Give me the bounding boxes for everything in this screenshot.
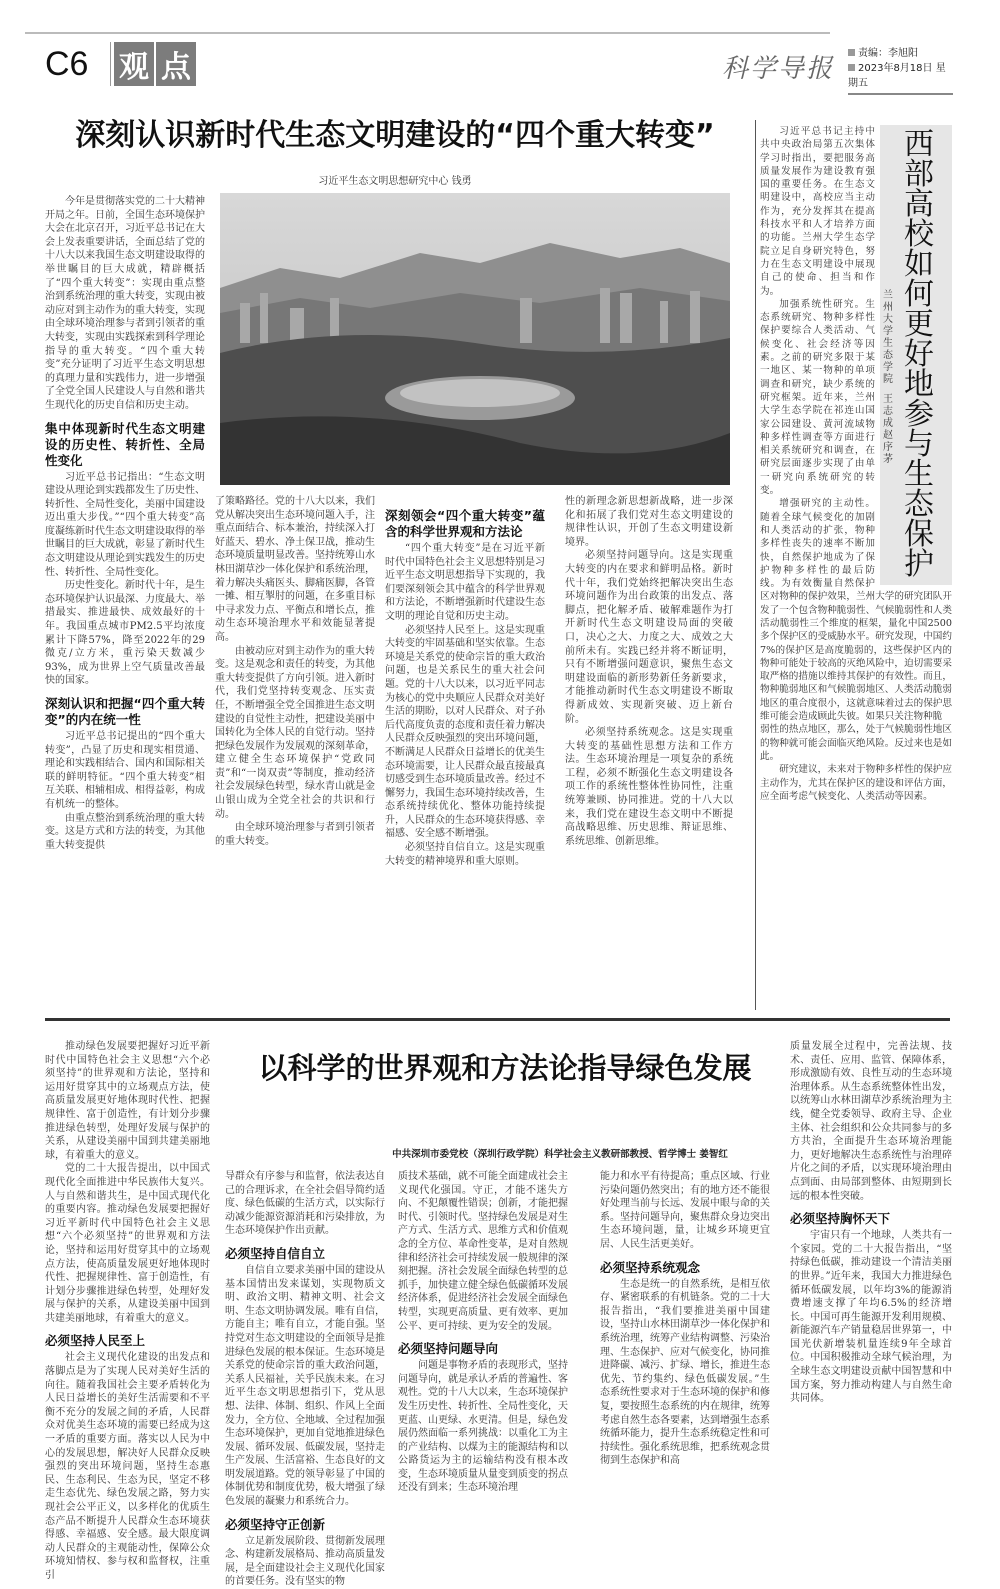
date: 2023年8月18日 星期五 bbox=[848, 61, 953, 91]
article2-col1 bbox=[45, 1040, 210, 1583]
paragraph: 质技术基础，就不可能全面建成社会主义现代化强国。守正，才能不迷失方向、不犯颠覆性错误；创新，才能把握时代、引领时代。坚持绿色发展是对生产方式、生活方式、思维方式和价值观念的全方位、革命性变革，是对自然规律和经济社会可持续发展一般规律的深刻把握。济社会发展全面绿色转型的总抓手，加快建立健全绿色低碳循环发展经济体系，促进经济社会发展全面绿色转型，实现更高质量、更有效率、更加公平、更可持续、更为安全的发展。 bbox=[398, 1171, 568, 1332]
paragraph: 必须坚持人民至上。这是实现重大转变的牢固基础和坚实依靠。生态环境是关系党的使命宗旨的重大政治问题，也是关系民生的重大社会问题。党的十八大以来，以习近平同志为核心的党中央顺应人民群众对美好生活的期盼，以对人民群众、对子孙后代高度负责的态度和责任着力解决人民群众反映强烈的突出环境问题，不断满足人民群众日益增长的优美生态环境需要，让人民群众最直接最真切感受到生态环境质量改善。经过不懈努力，我国生态环境持续改善，生态系统持续优化、整体功能持续提升，人民群众的生态环境获得感、幸福感、安全感不断增强。 bbox=[385, 624, 545, 840]
paragraph: 问题是事物矛盾的表现形式，坚持问题导向，就是承认矛盾的普遍性、客观性。党的十八大以来，生态环境保护发生历史性、转折性、全局性变化，天更蓝、山更绿、水更清。但是，绿色发展仍然面临一系列挑战：以重化工为主的产业结构、以煤为主的能源结构和以公路货运为主的运输结构没有根本改变，生态环境质量从量变到质变的拐点还没有到来；生态环境治理 bbox=[398, 1360, 568, 1494]
sidebar-authors: 王志成 赵序茅 bbox=[883, 394, 893, 465]
paragraph: 质量发展全过程中，完善法规、技术、责任、应用、监管、保障体系，形成激励有效、良性互动的生态环境治理体系。从生态系统整体性出发，以统筹山水林田湖草沙系统治理为主线，健全党委领导、政府主导、企业主体、社会组织和公众共同参与的多方共治，全面提升生态环境治理能力，更好地解决生态系统性与治理碎片化之间的矛盾，以实现环境治理由点到面、由局部到整体、由短期到长远的根本性突破。 bbox=[790, 1041, 952, 1202]
article1-title: 深刻认识新时代生态文明建设的“四个重大转变” bbox=[75, 118, 715, 153]
section-heading: 必须坚持胸怀天下 bbox=[790, 1211, 891, 1227]
paragraph: 习近平总书记指出：“生态文明建设从理论到实践都发生了历史性、转折性、全局性变化，美丽中国建设迈出重大步伐。”“四个重大转变”高度凝练新时代生态文明建设取得的举世瞩目的巨大成就，彰显了新时代生态文明建设从理论到实践发生的历史性、转折性、全局性变化。 bbox=[45, 471, 205, 578]
section-heading: 深刻认识和把握“四个重大转变”的内在统一性 bbox=[45, 696, 205, 727]
paragraph: 弱性的热点地区，那么，处于气候脆弱性地区的物种就可能会面临灭绝风险。反过来也是如此。 bbox=[760, 724, 952, 762]
paragraph: 习近平总书记主持中共中央政治局第五次集体学习时指出，要把服务高质量发展作为建设教育强国的重要任务。在生态文明建设中，高校应当主动作为，充分发挥其在提高科技水平和人才培养方面的功能。兰州大学生态学院立足自身研究特色，努力在生态文明建设中展现自己的使命、担当和作为。 bbox=[760, 126, 875, 297]
section-heading: 必须坚持人民至上 bbox=[45, 1333, 146, 1349]
sidebar-author bbox=[882, 290, 894, 466]
paragraph: 必须坚持问题导向。这是实现重大转变的内在要求和鲜明品格。新时代十年，我们党始终把解决突出生态环境问题作为出台政策的出发点、落脚点，把化解矛盾、破解难题作为打开新时代生态文明建设局面的突破口，决心之大、力度之大、成效之大前所未有。实践已经并将不断证明，只有不断增强问题意识，聚焦生态文明建设面临的新形势新任务新要求，才能推动新时代生态文明建设不断取得新成效、实现新突破、迈上新台阶。 bbox=[565, 550, 733, 725]
section-char: 点 bbox=[156, 42, 196, 86]
paragraph: 加强系统性研究。生态系统研究、物种多样性保护要综合人类活动、气候变化、社会经济等因素。之前的研究多限于某一地区、某一物种的单项调查和研究，缺少系统的研究框架。近年来，兰州大学生态学院在祁连山国家公园建设、黄河流域物种多样性调查等方面进行相关系统研究和调查，在研究层面逐步实现了由单一研究向系统研究的转变。 bbox=[760, 298, 875, 497]
paragraph: “四个重大转变”是在习近平新时代中国特色社会主义思想特别是习近平生态文明思想指导下实现的，我们要深刻领会其中蕴含的科学世界观和方法论，不断增强新时代建设生态文明的理论自觉和历史主动。 bbox=[385, 543, 545, 622]
paragraph: 生态是统一的自然系统，是相互依存、紧密联系的有机链条。党的二十大报告指出，“我们要推进美丽中国建设，坚持山水林田湖草沙一体化保护和系统治理，统筹产业结构调整、污染治理、生态保护、应对气候变化，协同推进降碳、减污、扩绿、增长，推进生态优先、节约集约、绿色低碳发展。”生态系统性要求对于生态环境的保护和修复，要按照生态系统的内在规律，统筹考虑自然生态各要素，达到增强生态系统循环能力，提升生态系统稳定性和可持续性。强化系统思维，把系统观念贯彻到生态保护和高 bbox=[600, 1278, 770, 1467]
paragraph: 党的二十大报告提出，以中国式现代化全面推进中华民族伟大复兴。人与自然和谐共生，是中国式现代化的重要内容。推动绿色发展要把握好习近平新时代中国特色社会主义思想“六个必须坚持”的世界观和方法论，坚持和运用好贯穿其中的立场观点方法，使高质量发展更好地体现时代性、把握规律性、富于创造性，有计划分步骤推进绿色转型，处理好发展与保护的关系，从建设美丽中国到共建美丽地球，有着重大的意义。 bbox=[45, 1163, 210, 1324]
paragraph: 由被动应对到主动作为的重大转变。这是观念和责任的转变，为其他重大转变提供了方向引领。进入新时代，我们党坚持转变观念、压实责任，不断增强全党全国推进生态文明建设的自觉性主动性，把建设美丽中国转化为全体人民的自觉行动。坚持把绿色发展作为发展观的深刻革命，建立健全生态环境保护“党政同责”和“一岗双责”等制度，推动经济社会发展绿色转型，绿水青山就是金山银山成为全党全社会的共识和行动。 bbox=[215, 645, 375, 820]
paragraph: 宇宙只有一个地球，人类共有一个家园。党的二十大报告指出，“坚持绿色低碳，推动建设一个清洁美丽的世界。”近年来，我国大力推进绿色循环低碳发展，以年均3%的能源消费增速支撑了年均6.5%的经济增长。中国可再生能源开发利用规模、新能源汽车产销量稳居世界第一，中国光伏新增装机量连续9年全球首位。中国积极推动全球气候治理，为全球生态文明建设贡献中国智慧和中国方案，努力推动构建人与自然生命共同体。 bbox=[790, 1230, 952, 1405]
paragraph: 立足新发展阶段、贯彻新发展理念、构建新发展格局、推动高质量发展，是全面建设社会主义现代化国家的首要任务。没有坚实的物 bbox=[225, 1535, 385, 1588]
section-char: 观 bbox=[114, 42, 154, 86]
sidebar bbox=[760, 125, 952, 803]
paragraph: 自信自立要求美丽中国的建设从基本国情出发来谋划，实现物质文明、政治文明、精神文明、社会文明、生态文明协调发展。唯有自信，方能自主；唯有自立，才能自强。坚持党对生态文明建设的全面领导是推进绿色发展的根本保证。生态环境是关系党的使命宗旨的重大政治问题，关系人民福祉，关乎民族未来。在习近平生态文明思想指引下，党从思想、法律、体制、组织、作风上全面发力，全方位、全地域、全过程加强生态环境保护，更加自觉地推进绿色发展、循环发展、低碳发展，坚持走生产发展、生活富裕、生态良好的文明发展道路。党的领导彰显了中国的体制优势和制度优势，极大增强了绿色发展的凝聚力和系统合力。 bbox=[225, 1264, 385, 1508]
article2-col3 bbox=[398, 1170, 568, 1495]
paragraph: 导群众有序参与和监督，依法表达自己的合理诉求，在全社会倡导简约适度、绿色低碳的生活方式，以实际行动减少能源资源消耗和污染排放，为生态环境保护作出贡献。 bbox=[225, 1171, 385, 1237]
section-heading: 深刻领会“四个重大转变”蕴含的科学世界观和方法论 bbox=[385, 508, 545, 539]
article1-col1 bbox=[45, 195, 205, 852]
article2-col5 bbox=[790, 1040, 952, 1406]
newspaper-logo: 科学导报 bbox=[722, 54, 835, 84]
sidebar-text-wide bbox=[760, 723, 952, 803]
paragraph: 推动绿色发展要把握好习近平新时代中国特色社会主义思想“六个必须坚持”的世界观和方法论，坚持和运用好贯穿其中的立场观点方法，使高质量发展更好地体现时代性、把握规律性、富于创造性，有计划分步骤推进绿色转型，处理好发展与保护的关系，从建设美丽中国到共建美丽地球，有着重大的意义。 bbox=[45, 1041, 210, 1161]
sidebar-title: 西部高校如何更好地参与生态保护 bbox=[904, 127, 934, 582]
paragraph: 必须坚持自信自立。这是实现重大转变的精神境界和重大原则。 bbox=[385, 842, 545, 867]
article1-col2 bbox=[215, 495, 375, 848]
paragraph: 必须坚持系统观念。这是实现重大转变的基础性思想方法和工作方法。生态环境治理是一项复杂的系统工程，必须不断强化生态文明建设各项工作的系统性整体性协同性，注重统筹兼顾、协同推进。党的十八大以来，我们党在建设生态文明中不断提高战略思维、历史思维、辩证思维、系统思维、创新思维。 bbox=[565, 727, 733, 847]
city-landscape-photo bbox=[220, 193, 730, 485]
sidebar-divider bbox=[755, 120, 756, 1010]
paragraph: 研究建议，未来对于物种多样性的保护应主动作为，尤其在保护区的建设和评估方面，应全面考虑气候变化、人类活动等因素。 bbox=[760, 764, 952, 802]
page-number: C6 bbox=[45, 45, 89, 83]
article2-col4 bbox=[600, 1170, 770, 1468]
paragraph: 社会主义现代化建设的出发点和落脚点是为了实现人民对美好生活的向往。随着我国社会主要矛盾转化为人民日益增长的美好生活需要和不平衡不充分的发展之间的矛盾，人民群众对优美生态环境的需要已经成为这一矛盾的重要方面。落实以人民为中心的发展思想，解决好人民群众反映强烈的突出环境问题，坚持生态惠民、生态利民、生态为民，坚定不移走生态优先、绿色发展之路，努力实现社会公平正义，以多样化的优质生态产品不断提升人民群众生态环境获得感、幸福感、安全感。最大限度调动人民群众的主观能动性，保障公众环境知情权、参与权和监督权，注重引 bbox=[45, 1352, 210, 1581]
page-meta bbox=[848, 46, 953, 95]
article1-col3 bbox=[385, 500, 545, 868]
section-heading: 必须坚持系统观念 bbox=[600, 1259, 701, 1275]
paragraph: 由重点整治到系统治理的重大转变。这是方式和方法的转变，为其他重大转变提供 bbox=[45, 812, 205, 851]
article2-byline: 中共深圳市委党校（深圳行政学院）科学社会主义教研部教授、哲学博士 姜智红 bbox=[392, 1149, 728, 1160]
article-divider bbox=[45, 1018, 950, 1021]
editor: 责编：李旭阳 bbox=[848, 46, 953, 61]
section-heading: 必须坚持守正创新 bbox=[225, 1516, 326, 1532]
section-heading: 必须坚持自信自立 bbox=[225, 1245, 326, 1261]
sidebar-title-box bbox=[880, 125, 952, 585]
section-label bbox=[110, 42, 196, 86]
article2-title: 以科学的世界观和方法论指导绿色发展 bbox=[258, 1051, 752, 1085]
paragraph: 习近平总书记提出的“四个重大转变”，凸显了历史和现实相贯通、理论和实践相结合、国内和国际相关联的鲜明特征。“四个重大转变”相互关联、相辅相成、相得益彰，构成有机统一的整体。 bbox=[45, 731, 205, 810]
section-heading: 必须坚持问题导向 bbox=[398, 1341, 499, 1357]
article1-col4 bbox=[565, 495, 733, 848]
paragraph: 由全球环境治理参与者到引领者的重大转变。 bbox=[215, 822, 375, 847]
sidebar-affiliation: 兰州大学生态学院 bbox=[883, 290, 893, 385]
paragraph: 今年是贯彻落实党的二十大精神开局之年。日前，全国生态环境保护大会在北京召开，习近平总书记在大会上发表重要讲话，全面总结了党的十八大以来我国生态文明建设取得的举世瞩目的巨大成就，精辟概括了“四个重大转变”：实现由重点整治到系统治理的重大转变，实现由被动应对到主动作为的重大转变，实现由全球环境治理参与者到引领者的重大转变，实现由实践探索到科学理论指导的重大转变。“四个重大转变”充分证明了习近平生态文明思想的真理力量和实践伟力，进一步增强了全党全国人民建设人与自然和谐共生现代化的历史自信和历史主动。 bbox=[45, 196, 205, 411]
section-heading: 集中体现新时代生态文明建设的历史性、转折性、全局性变化 bbox=[45, 420, 205, 468]
paragraph: 增强研究的主动性。随着全球气候变化的加剧和人类活动的扩张，物种多样性丧失的速率不断加快，自然保护地成为了保护物种多样性的最后防线。为有效衡量自然保护区对物种的保护效果，兰州大学的研究团队开发了一个包含物种脆弱性、气候脆弱性和人类活动脆弱性三个维度的框架，量化中国2500多个保护区的受威胁水平。研究发现，中国约7%的保护区是高度脆弱的，这些保护区内的物种可能处于较高的灭绝风险中，迫切需要采取严格的措施以维持其保护的有效性。而且，物种脆弱地区和气候脆弱地区、人类活动脆弱地区的重合度很小，这就意味着过去的保护思维可能会造成顾此失彼。如果只关注物种脆 bbox=[760, 498, 952, 723]
top-rule bbox=[25, 32, 830, 34]
article1-byline: 习近平生态文明思想研究中心 钱勇 bbox=[318, 176, 472, 187]
paragraph: 了策略路径。党的十八大以来，我们党从解决突出生态环境问题入手，注重点面结合、标本兼治，持续深入打好蓝天、碧水、净土保卫战，推动生态环境质量明显改善。坚持统筹山水林田湖草沙一体化保护和系统治理，着力解决头痛医头、脚痛医脚，各管一摊、相互掣肘的问题，在多重目标中寻求发力点、平衡点和增长点，推动生态环境治理水平和效能显著提高。 bbox=[215, 496, 375, 643]
article2-col2 bbox=[225, 1170, 385, 1589]
paragraph: 能力和水平有待提高；重点区域、行业污染问题仍然突出；有的地方还不能很好处理当前与长远、发展中眼与命的关系。坚持问题导向，聚焦群众身边突出生态环境问题，量，让城乡环境更宜居、人民生活更美好。 bbox=[600, 1171, 770, 1250]
paragraph: 历史性变化。新时代十年，是生态环境保护认识最深、力度最大、举措最实、推进最快、成效最好的十年。我国重点城市PM2.5平均浓度累计下降57%，降至2022年的29微克/立方米，重污染天数减少93%，成为世界上空气质量改善最快的国家。 bbox=[45, 580, 205, 687]
paragraph: 性的新理念新思想新战略，进一步深化和拓展了我们党对生态文明建设的规律性认识，开创了生态文明建设新境界。 bbox=[565, 496, 733, 548]
